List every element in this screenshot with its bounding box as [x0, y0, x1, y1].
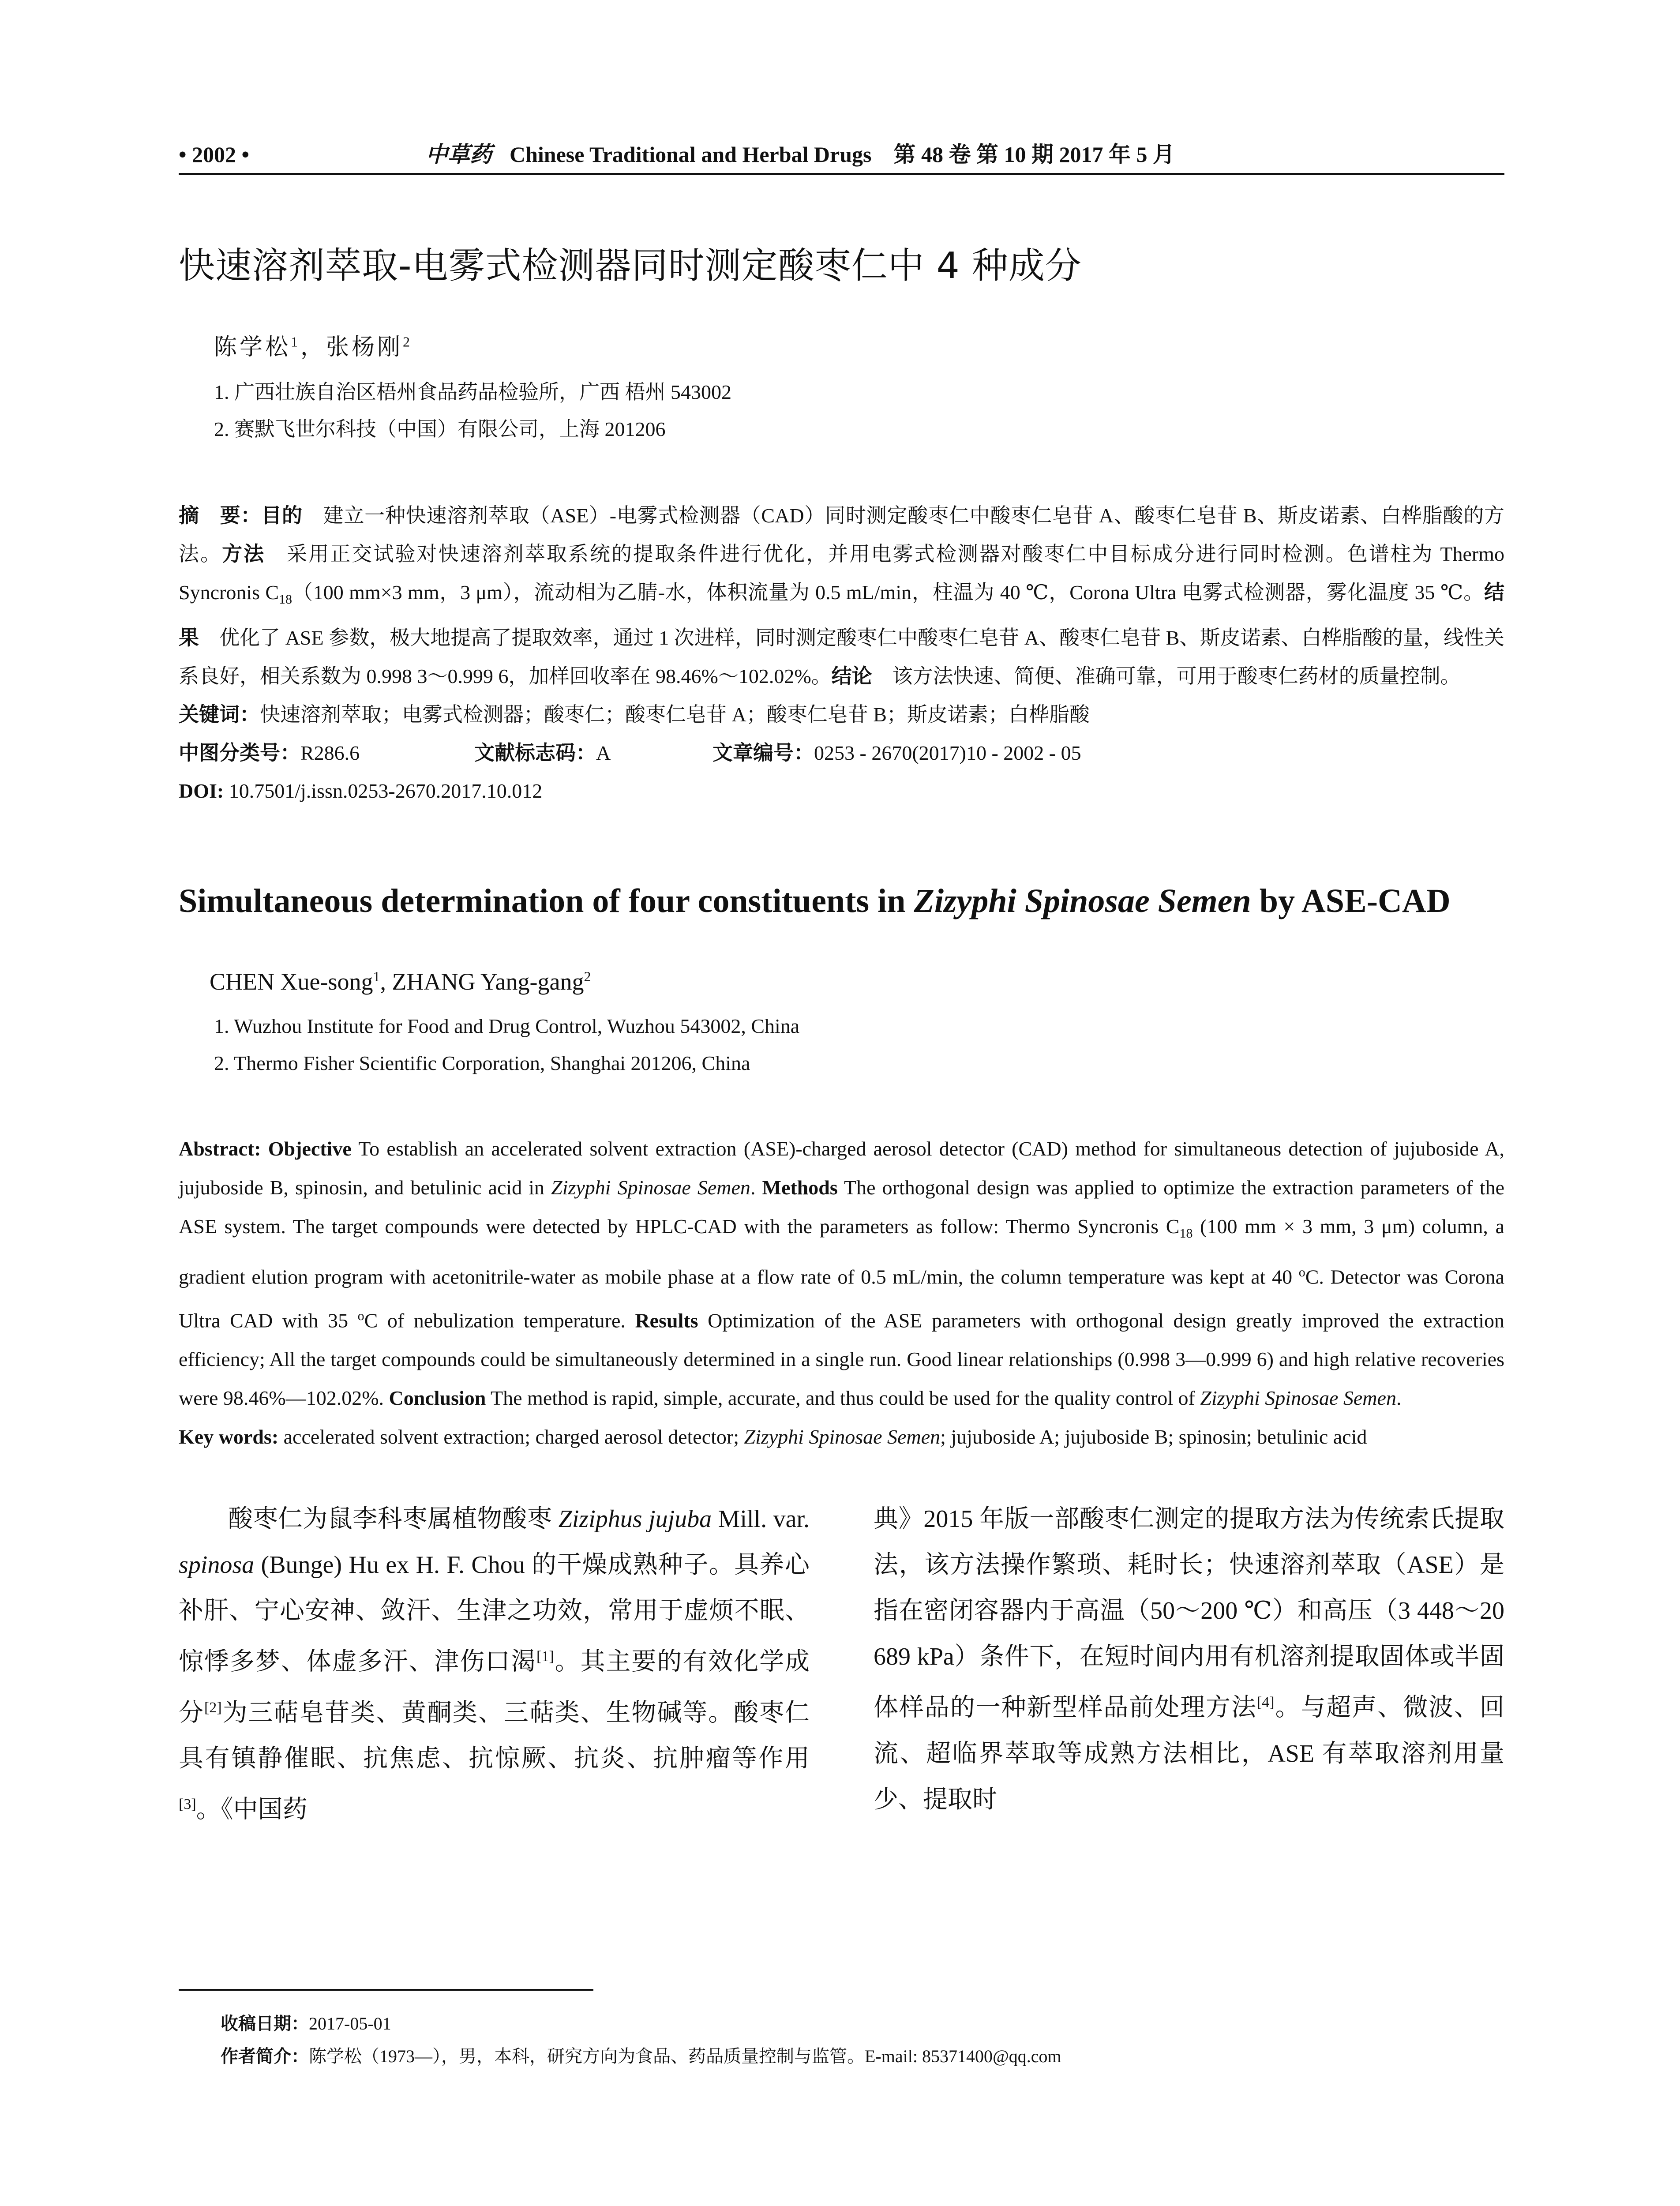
body-text-run: Mill. var. — [712, 1505, 810, 1533]
variety-name: spinosa — [179, 1551, 255, 1579]
species-name: Zizyphi Spinosae Semen — [744, 1426, 941, 1448]
conclusion-text: . — [1396, 1387, 1402, 1410]
species-name: Zizyphi Spinosae Semen — [551, 1176, 750, 1199]
citation-ref[interactable]: [2] — [204, 1699, 222, 1716]
methods-text: The orthogonal design was applied to optimize the extraction parameters of the ASE system. The target compounds were detected by HPLC-CAD with the parameters as follow: Thermo Syncronis C — [179, 1176, 1505, 1238]
author-name: 张杨刚 — [326, 335, 403, 360]
english-title — [179, 876, 1504, 926]
english-abstract — [179, 1129, 1504, 1418]
author-separator: ， — [300, 335, 326, 360]
author-bio — [221, 2040, 1061, 2073]
affiliation-marker: 1 — [291, 334, 301, 350]
affiliation-1-cn: 1. 广西壮族自治区梧州食品药品检验所，广西 梧州 543002 — [214, 381, 731, 403]
article-page — [179, 137, 1504, 1833]
keywords-label: 关键词： — [179, 702, 260, 727]
running-header — [179, 137, 1504, 175]
objective-text: To establish an accelerated solvent extraction (ASE)-charged aerosol detector (CAD) method for simultaneous detection of jujuboside A, jujuboside B, spinosin, and betulinic acid in — [179, 1137, 1504, 1199]
bio-text: 陈学松（1973—），男，本科，研究方向为食品、药品质量控制与监管。E-mail: 85371400@qq.com — [309, 2046, 1061, 2066]
methods-label: 方法 — [222, 542, 266, 566]
author-name: 陈学松 — [214, 335, 291, 360]
doc-code-field — [474, 734, 712, 772]
journal-name-cn: 中草药 — [426, 142, 492, 167]
title-text: by ASE-CAD — [1251, 882, 1451, 920]
conclusion-label: 结论 — [831, 664, 872, 688]
body-column-right — [874, 1496, 1504, 1833]
methods-text: (100 mm × 3 mm, 3 μm) column, a gradient elution program with acetonitrile-water as mobile phase at a flow rate of 0.5 mL/min, the column temperature was kept at 40 — [179, 1215, 1504, 1288]
subscript: 18 — [1179, 1226, 1193, 1241]
citation-ref[interactable]: [4] — [1256, 1694, 1275, 1711]
doi-label: DOI: — [179, 780, 224, 803]
affiliation-marker: 2 — [584, 968, 591, 985]
results-label: 结果 — [179, 580, 1504, 650]
methods-text: （100 mm×3 mm，3 μm），流动相为乙腈-水，体积流量为 0.5 mL/min，柱温为 40 ℃，Corona Ultra 电雾式检测器，雾化温度 35 ℃。 — [292, 581, 1484, 604]
affiliation-marker: 2 — [403, 334, 413, 350]
conclusion-text: 该方法快速、简便、准确可靠，可用于酸枣仁药材的质量控制。 — [872, 665, 1461, 688]
results-text: 优化了 ASE 参数，极大地提高了提取效率，通过 1 次进样，同时测定酸枣仁中酸枣仁皂苷 A、酸枣仁皂苷 B、斯皮诺素、白桦脂酸的量，线性关系良好，相关系数为 0.998 3～0.999 6，加样回收率在 98.46%～102.02%。 — [179, 627, 1505, 688]
conclusion-text: The method is rapid, simple, accurate, and thus could be used for the quality control of — [486, 1387, 1200, 1410]
classification-line — [179, 734, 1504, 772]
doi-line — [179, 772, 1504, 810]
objective-label: 目的 — [261, 503, 303, 527]
methods-text: 采用正交试验对快速溶剂萃取系统的提取条件进行优化，并用电雾式检测器对酸枣仁中目标成分进行同时检测。色谱柱为 Thermo Syncronis C — [179, 543, 1505, 604]
received-label: 收稿日期： — [221, 2014, 309, 2034]
page-number: • 2002 • — [179, 142, 250, 167]
article-number-label: 文章编号： — [712, 741, 814, 765]
journal-name-en: Chinese Traditional and Herbal Drugs — [510, 142, 872, 167]
body-text-run: 为三萜皂苷类、黄酮类、三萜类、生物碱等。酸枣仁具有镇静催眠、抗焦虑、抗惊厥、抗炎、抗肿瘤等作用 — [179, 1699, 810, 1773]
methods-text: C of nebulization temperature. — [364, 1309, 635, 1332]
clc-field — [179, 734, 474, 772]
affiliation-2-cn: 2. 赛默飞世尔科技（中国）有限公司，上海 201206 — [214, 418, 666, 440]
body-text-run: (Bunge) Hu ex H. F. Chou 的干燥成熟种子。具养心补肝、宁心安神、敛汗、生津之功效，常用于虚烦不眠、惊悸多梦、体虚多汗、津伤口渴 — [179, 1551, 810, 1676]
objective-text: . — [750, 1176, 762, 1199]
keywords-text: ; jujuboside A; jujuboside B; spinosin; betulinic acid — [940, 1426, 1367, 1448]
author-name: ZHANG Yang-gang — [392, 968, 584, 995]
body-text — [179, 1496, 1504, 1833]
title-species: Zizyphi Spinosae Semen — [914, 882, 1251, 920]
body-text-run: 。与超声、微波、回流、超临界萃取等成熟方法相比，ASE 有萃取溶剂用量少、提取时 — [874, 1694, 1505, 1813]
conclusion-label: Conclusion — [389, 1387, 486, 1410]
english-keywords — [179, 1418, 1504, 1456]
body-text-run: 。《中国药 — [196, 1796, 308, 1823]
degree-marker: o — [357, 1308, 364, 1323]
chinese-title: 快速溶剂萃取-电雾式检测器同时测定酸枣仁中 4 种成分 — [179, 245, 1082, 287]
body-text-run: 。其主要的有效化学成分 — [179, 1648, 810, 1727]
footnotes — [221, 2007, 1061, 2073]
keywords-text: accelerated solvent extraction; charged aerosol detector; — [278, 1426, 744, 1448]
doi-value[interactable]: 10.7501/j.issn.0253-2670.2017.10.012 — [224, 780, 543, 803]
article-number-field — [712, 734, 1081, 772]
affiliation-marker: 1 — [373, 968, 380, 985]
species-name: Zizyphi Spinosae Semen — [1200, 1387, 1396, 1410]
footnote-divider — [179, 1989, 593, 1991]
subscript: 18 — [279, 592, 292, 607]
degree-marker: o — [1298, 1265, 1305, 1280]
affiliation-2-en: 2. Thermo Fisher Scientific Corporation, Shanghai 201206, China — [214, 1052, 750, 1075]
author-separator: , — [380, 968, 392, 995]
species-name: Ziziphus jujuba — [558, 1505, 712, 1533]
body-text-run: 酸枣仁为鼠李科枣属植物酸枣 — [228, 1505, 559, 1533]
doc-code-value: A — [596, 742, 611, 765]
methods-label: Methods — [762, 1176, 838, 1199]
chinese-keywords — [179, 695, 1504, 734]
affiliation-1-en: 1. Wuzhou Institute for Food and Drug Control, Wuzhou 543002, China — [214, 1015, 800, 1038]
methods-text: C. Detector was Corona Ultra CAD with 35 — [179, 1265, 1504, 1332]
chinese-abstract — [179, 496, 1504, 695]
citation-ref[interactable]: [3] — [179, 1796, 196, 1813]
results-label: Results — [635, 1309, 698, 1332]
results-text: Optimization of the ASE parameters with orthogonal design greatly improved the extraction efficiency; All the target compounds could be simultaneously determined in a single run. Good linear relationships (0.998 3—0.999 6) and high relative recoveries were 98.46%—102.02%. — [179, 1309, 1504, 1410]
doc-code-label: 文献标志码： — [474, 741, 596, 765]
keywords-text: 快速溶剂萃取；电雾式检测器；酸枣仁；酸枣仁皂苷 A；酸枣仁皂苷 B；斯皮诺素；白桦脂酸 — [260, 703, 1090, 726]
article-number-value: 0253 - 2670(2017)10 - 2002 - 05 — [814, 742, 1081, 765]
received-date — [221, 2007, 1061, 2040]
citation-ref[interactable]: [1] — [536, 1648, 554, 1665]
clc-label: 中图分类号： — [179, 741, 300, 765]
received-value: 2017-05-01 — [309, 2014, 391, 2033]
abstract-label: 摘 要： — [179, 503, 262, 527]
body-column-left — [179, 1496, 810, 1833]
objective-text: 建立一种快速溶剂萃取（ASE）-电雾式检测器（CAD）同时测定酸枣仁中酸枣仁皂苷 A、酸枣仁皂苷 B、斯皮诺素、白桦脂酸的方法。 — [179, 504, 1504, 565]
english-authors — [210, 968, 1504, 995]
title-text: Simultaneous determination of four constituents in — [179, 882, 914, 920]
objective-label: Objective — [268, 1137, 352, 1160]
abstract-label: Abstract: — [179, 1137, 261, 1160]
author-name: CHEN Xue-song — [210, 968, 373, 995]
chinese-authors — [214, 328, 1504, 361]
body-text-run: 典》2015 年版一部酸枣仁测定的提取方法为传统索氏提取法，该方法操作繁琐、耗时长；快速溶剂萃取（ASE）是指在密闭容器内于高温（50～200 ℃）和高压（3 448～20 689 kPa）条件下，在短时间内用有机溶剂提取固体或半固体样品的一种新型样品前处理方法 — [874, 1505, 1504, 1722]
issue-info: 第 48 卷 第 10 期 2017 年 5 月 — [893, 142, 1175, 167]
keywords-label: Key words: — [179, 1426, 279, 1448]
bio-label: 作者简介： — [221, 2046, 309, 2067]
clc-value: R286.6 — [300, 742, 360, 765]
